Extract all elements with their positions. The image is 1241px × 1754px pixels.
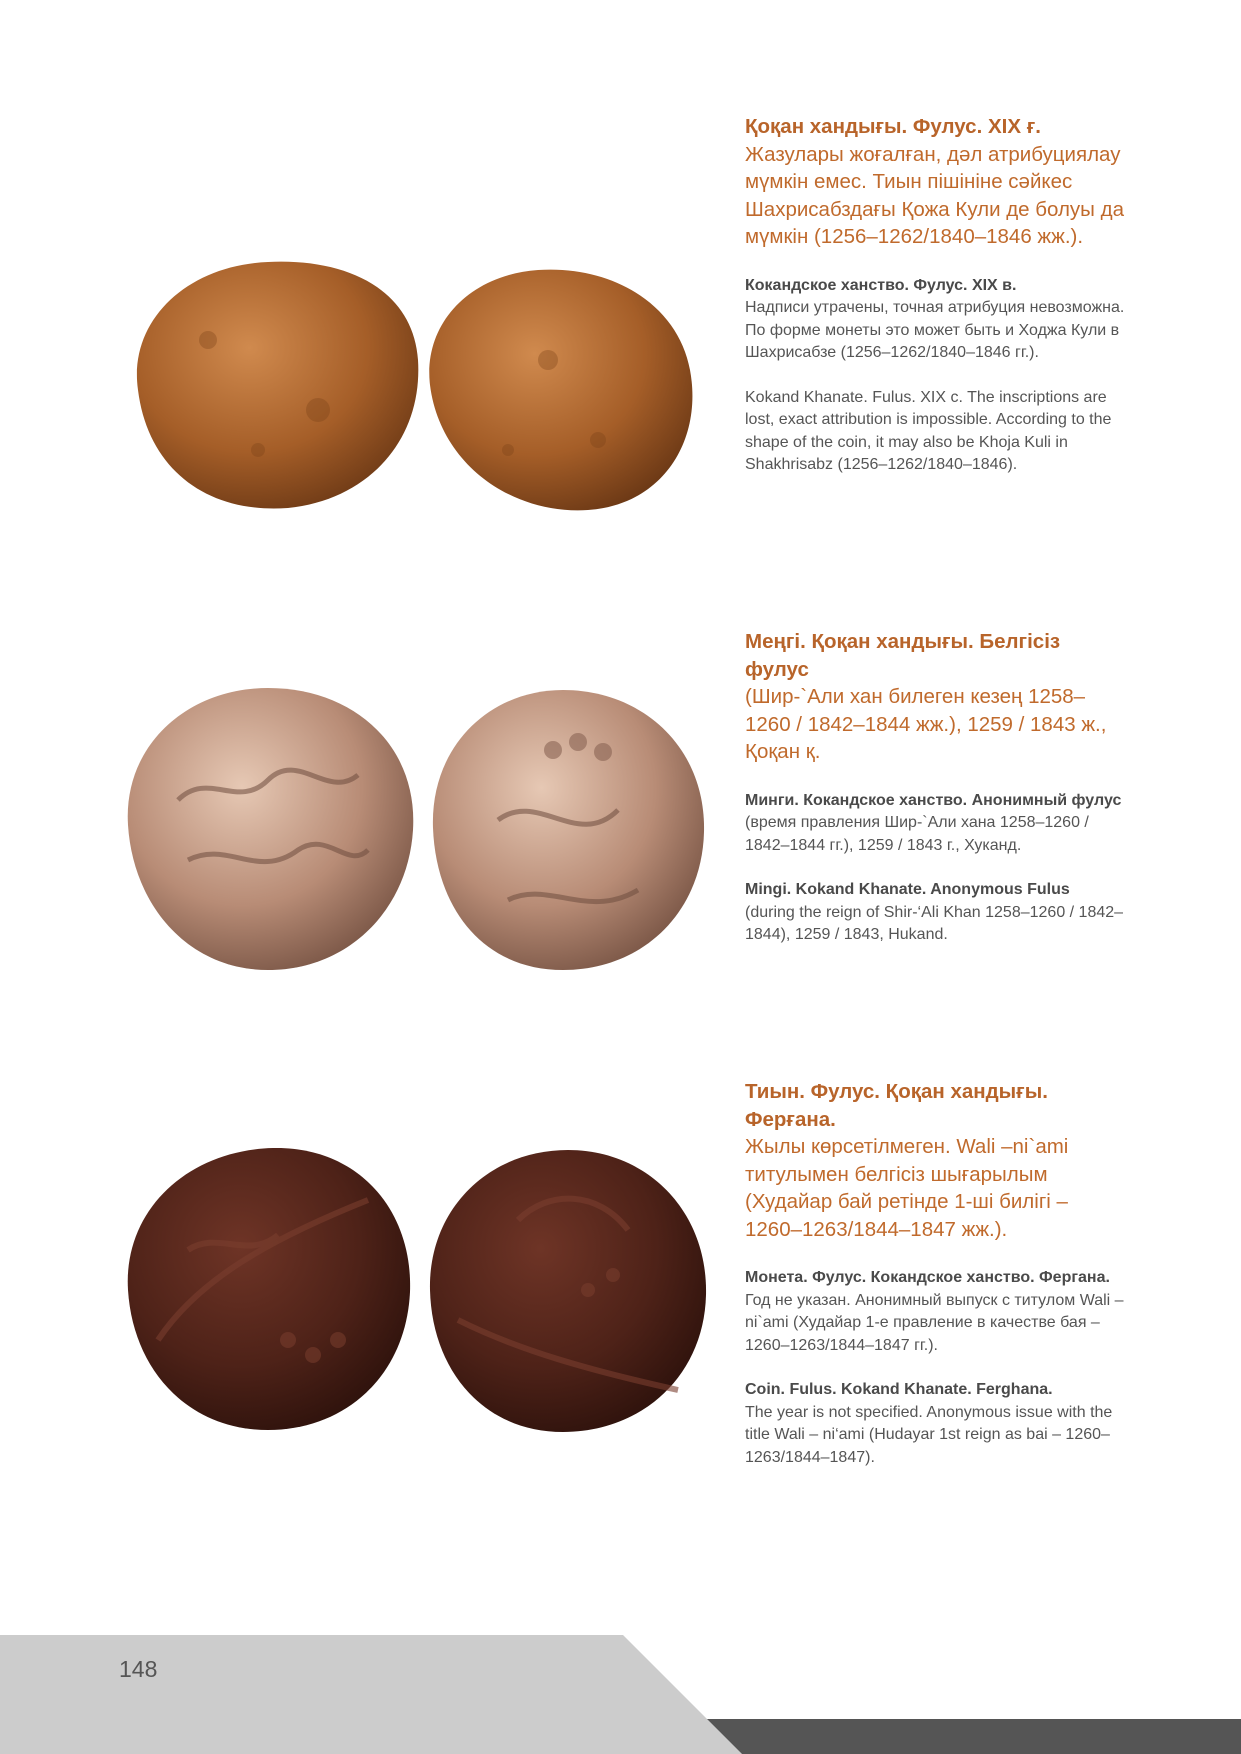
- coin-photo-1: [118, 250, 718, 540]
- caption-block-2: [745, 628, 1125, 947]
- coin-photo-3: [118, 1140, 718, 1440]
- footer-band: [0, 1635, 1241, 1754]
- en-body: The year is not specified. Anonymous issue with the title Wali – ni‘ami (Hudayar 1st reign as bai – 1260–1263/1844–1847).: [745, 1403, 1113, 1466]
- kz-title: Тиын. Фулус. Қоқан хандығы. Ферғана.: [745, 1080, 1048, 1131]
- ru-title: Монета. Фулус. Кокандское ханство. Фергана.: [745, 1269, 1110, 1286]
- page-number: 148: [119, 1656, 158, 1682]
- en-title: Mingi. Kokand Khanate. Anonymous Fulus: [745, 881, 1070, 898]
- kz-title: Қоқан хандығы. Фулус. XIX ғ.: [745, 115, 1041, 138]
- en-title: Coin. Fulus. Kokand Khanate. Ferghana.: [745, 1381, 1053, 1398]
- kz-body: Жазулары жоғалған, дәл атрибуциялау мүмкін емес. Тиын пішініне сәйкес Шахрисабздағы Қожа Кули де болуы да мүмкін (1256–1262/1840–1846 жж.).: [745, 142, 1124, 248]
- en-body: Kokand Khanate. Fulus. XIX c. The inscriptions are lost, exact attribution is impossible. According to the shape of the coin, it may also be Khoja Kuli in Shakhrisabz (1256–1262/1840–1846).: [745, 388, 1112, 473]
- coin-photo-2: [118, 680, 718, 980]
- ru-title: Минги. Кокандское ханство. Анонимный фулус: [745, 791, 1122, 809]
- kz-body: Жылы көрсетілмеген. Wali –ni`ami титулымен белгісіз шығарылым (Худайар бай ретінде 1-ші билігі – 1260–1263/1844–1847 жж.).: [745, 1135, 1069, 1241]
- ru-title: Кокандское ханство. Фулус. XIX в.: [745, 276, 1017, 294]
- kz-title: Меңгі. Қоқан хандығы. Белгісіз фулус: [745, 630, 1061, 681]
- ru-body: (время правления Шир-`Али хана 1258–1260 / 1842–1844 гг.), 1259 / 1843 г., Хуканд.: [745, 814, 1089, 854]
- kz-body: (Шир-`Али хан билеген кезең 1258–1260 / 1842–1844 жж.), 1259 / 1843 ж., Қоқан қ.: [745, 685, 1107, 763]
- en-body: (during the reign of Shir-‘Ali Khan 1258–1260 / 1842–1844), 1259 / 1843, Hukand.: [745, 903, 1124, 943]
- caption-block-3: [745, 1078, 1125, 1469]
- ru-body: Надписи утрачены, точная атрибуция невозможна. По форме монеты это может быть и Ходжа Кули в Шахрисабзе (1256–1262/1840–1846 гг.).: [745, 299, 1125, 361]
- ru-body: Год не указан. Анонимный выпуск с титулом Wali – ni`ami (Худайар 1-е правление в качестве бая – 1260–1263/1844–1847 гг.).: [745, 1291, 1124, 1354]
- caption-block-1: [745, 113, 1125, 477]
